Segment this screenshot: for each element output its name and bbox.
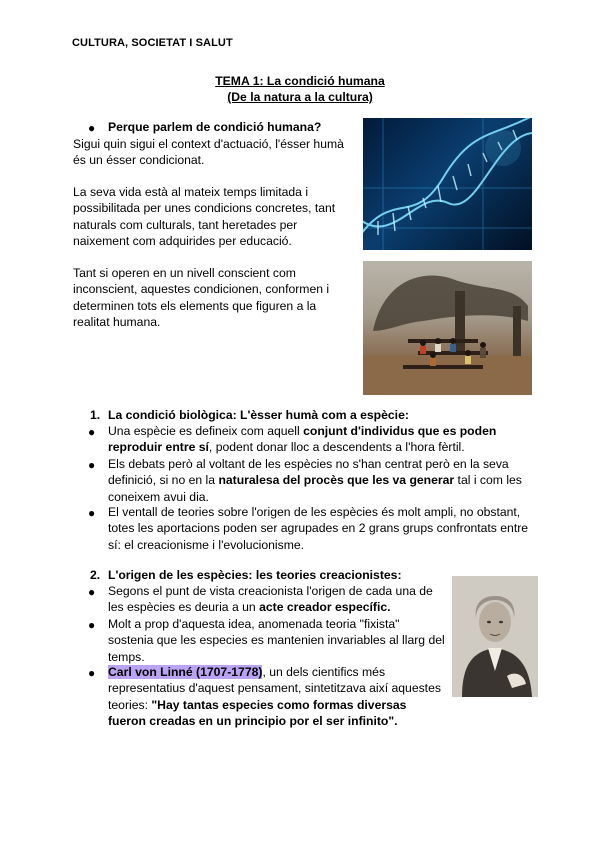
section-2-bullet-3: Carl von Linné (1707-1778), un dels cientifics més representatius d'aquest pensament, sintetitzava així aquestes teories: "Hay tantas especies como formas diversas fueron creadas en un principio por el ser infinito". xyxy=(108,665,441,729)
section-2-bullet-1: Segons el punt de vista creacionista l'origen de cada una de les espècies es deuria a un acte creador específic. xyxy=(108,584,433,615)
bullet-icon: ● xyxy=(88,585,96,599)
section-1-number: 1. xyxy=(90,408,101,422)
section-1-bullet-1: Una espècie es defineix com aquell conjunt d'individus que es poden reproduir entre sí, podent donar lloc a descendents a l'hora fèrtil. xyxy=(108,424,497,455)
section-2-bullet-2: Molt a prop d'aquesta idea, anomenada teoria "fixista" sostenia que les especies es mantenien invariables al llarg del temps. xyxy=(108,617,445,664)
intro-paragraph-2: La seva vida està al mateix temps limitada i possibilitada per unes condicions concretes, tant naturals com culturals, tant heretades per naixement com adquirides per educació. xyxy=(73,185,336,249)
section-1-bullet-3: El ventall de teories sobre l'origen de les espècies és molt ampli, no obstant, totes les aportacions poden ser agrupades en 2 grans grups confrontats entre sí: el creacionisme i l'evolucionisme. xyxy=(108,505,529,552)
linnaeus-portrait xyxy=(452,576,538,697)
linnaeus-highlight: Carl von Linné (1707-1778) xyxy=(108,665,263,679)
section-2-heading: L'origen de les espècies: les teories creacionistes: xyxy=(108,568,402,582)
section-1-heading: La condició biològica: L'èsser humà com a espècie: xyxy=(108,408,409,422)
bullet-icon: ● xyxy=(88,506,96,520)
section-2-number: 2. xyxy=(90,568,101,582)
bullet-icon: ● xyxy=(88,121,96,135)
intro-paragraph-3: Tant si operen en un nivell conscient com inconscient, aquestes condicionen, conformen i determinen tots els elements que figuren a la realitat humana. xyxy=(73,266,330,330)
bullet-icon: ● xyxy=(88,425,96,439)
document-title: TEMA 1: La condició humana xyxy=(215,74,385,88)
bullet-icon: ● xyxy=(88,618,96,632)
intro-paragraph-1: Sigui quin sigui el context d'actuació, l'ésser humà és un ésser condicionat. xyxy=(73,137,344,168)
document-header: CULTURA, SOCIETAT I SALUT xyxy=(72,37,233,49)
document-subtitle: (De la natura a la cultura) xyxy=(227,90,373,104)
bullet-icon: ● xyxy=(88,458,96,472)
section-1-bullet-2: Els debats però al voltant de les espècies no s'han centrat però en la seva definició, si no en la naturalesa del procès que les va generar tal i com les coneixem avui dia. xyxy=(108,457,522,504)
intro-heading: Perque parlem de condició humana? xyxy=(108,120,322,134)
bullet-icon: ● xyxy=(88,666,96,680)
dna-image xyxy=(363,118,532,250)
african-class-image xyxy=(363,261,532,395)
